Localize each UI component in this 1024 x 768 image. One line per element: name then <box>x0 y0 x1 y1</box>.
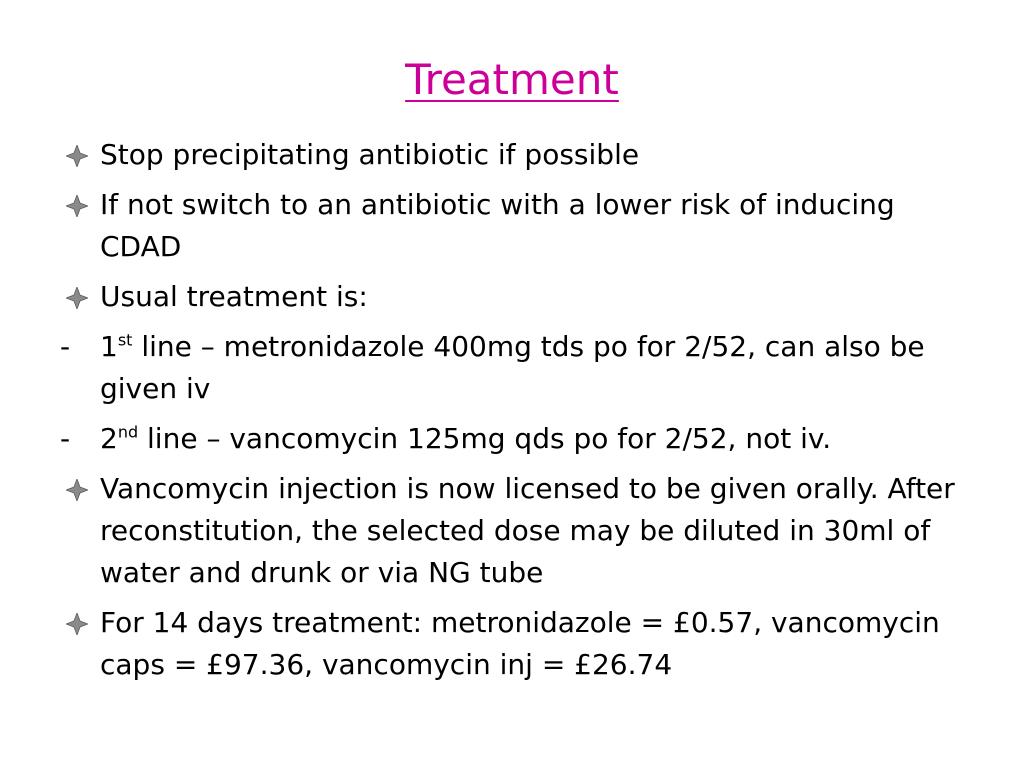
list-item-switch-antibiotic <box>60 184 960 268</box>
diamond-bullet-icon <box>66 134 92 176</box>
list-item-first-line <box>60 326 960 410</box>
ordinal-suffix: nd <box>117 422 139 442</box>
list-item-text: line – metronidazole 400mg tds po for 2/52, can also be given iv <box>100 330 925 405</box>
diamond-bullet-icon <box>66 276 92 318</box>
diamond-bullet-icon <box>66 468 92 510</box>
list-item-vancomycin-injection <box>60 468 960 594</box>
dash-marker: - <box>60 330 71 363</box>
slide-content <box>60 134 960 694</box>
list-item-text: Usual treatment is: <box>100 280 368 313</box>
diamond-bullet-icon <box>66 184 92 226</box>
ordinal-suffix: st <box>117 330 133 350</box>
ordinal <box>100 422 138 455</box>
list-item-text: line – vancomycin 125mg qds po for 2/52, not iv. <box>147 422 832 455</box>
diamond-bullet-icon <box>66 602 92 644</box>
list-item-text: Stop precipitating antibiotic if possible <box>100 138 640 171</box>
list-item-text: For 14 days treatment: metronidazole = £0.57, vancomycin caps = £97.36, vancomycin inj = £26.74 <box>100 606 940 681</box>
dash-marker: - <box>60 422 71 455</box>
ordinal-number: 1 <box>100 330 118 363</box>
list-item-second-line <box>60 418 960 460</box>
ordinal-number: 2 <box>100 422 118 455</box>
list-item-text: If not switch to an antibiotic with a lower risk of inducing CDAD <box>100 188 895 263</box>
list-item-costs <box>60 602 960 686</box>
slide-title: Treatment <box>405 55 619 104</box>
ordinal <box>100 330 132 363</box>
list-item-text: Vancomycin injection is now licensed to be given orally. After reconstitution, the selected dose may be diluted in 30ml of water and drunk or via NG tube <box>100 472 955 589</box>
list-item-usual-treatment <box>60 276 960 318</box>
list-item-stop-antibiotic <box>60 134 960 176</box>
